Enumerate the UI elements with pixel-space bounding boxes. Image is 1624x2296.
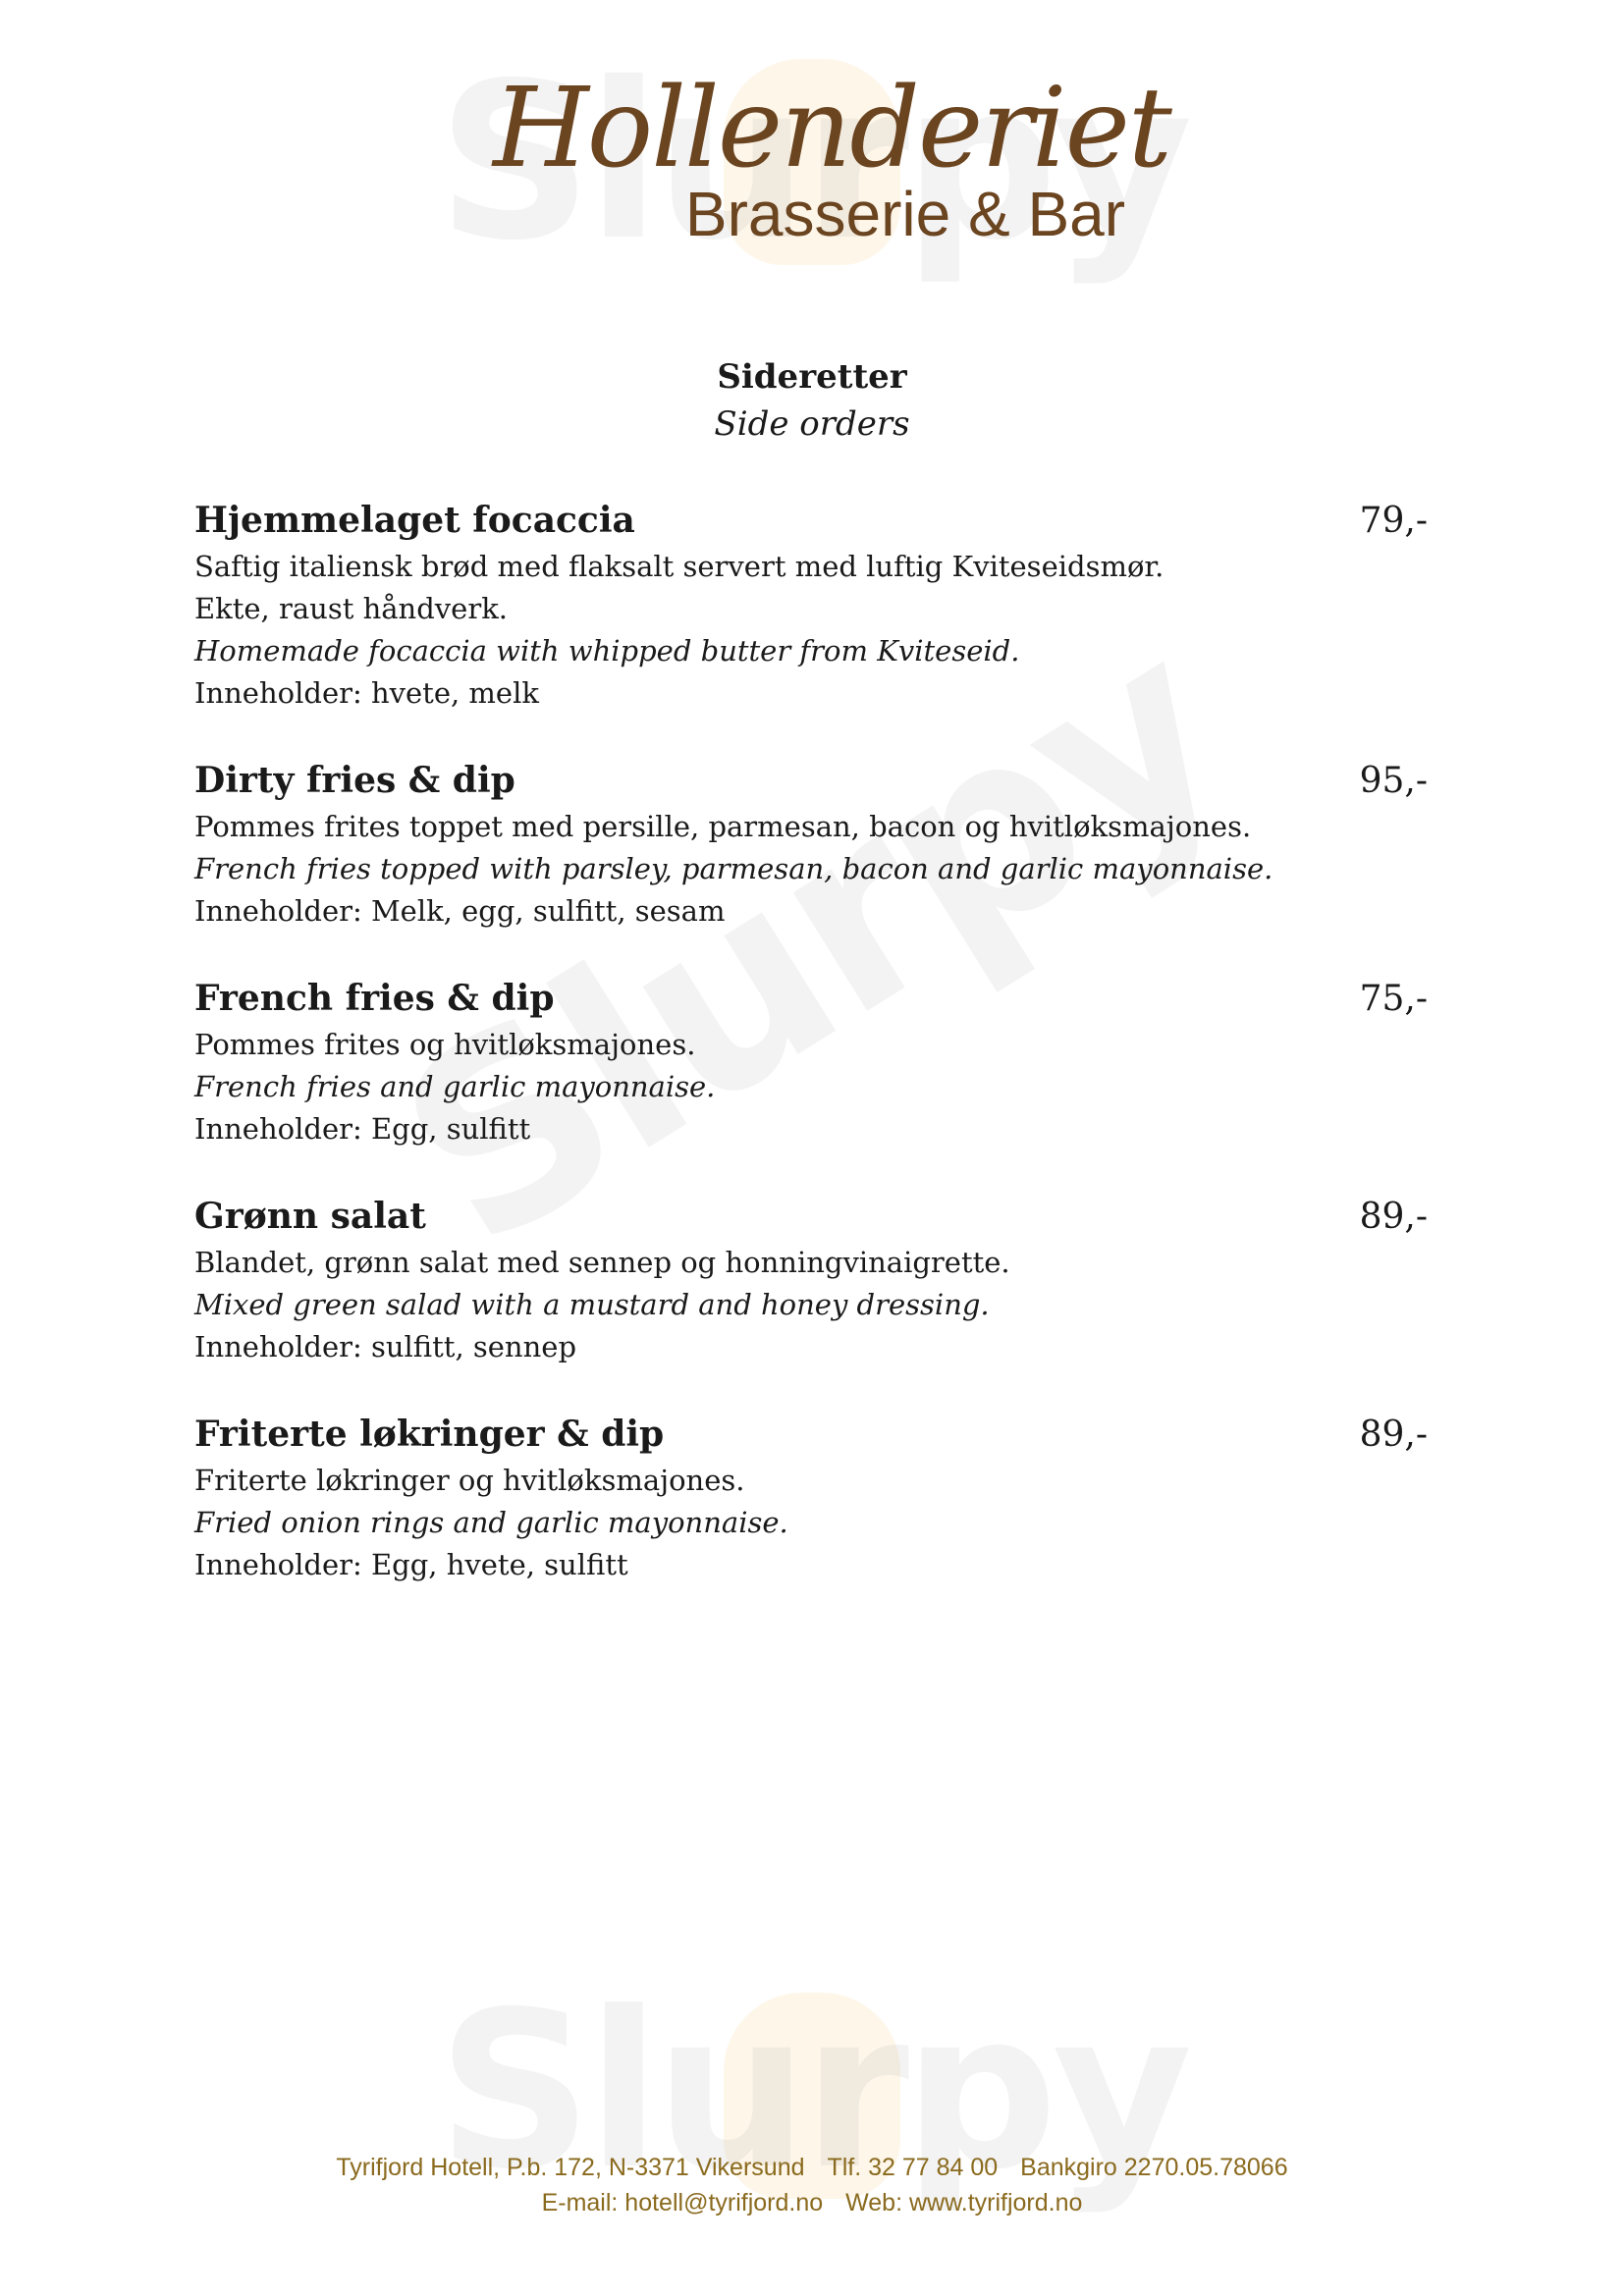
item-description: Saftig italiensk brød med flaksalt servert med luftig Kviteseidsmør.	[194, 550, 1164, 583]
item-price: 95,-	[1359, 761, 1428, 801]
item-price: 79,-	[1359, 501, 1428, 541]
logo-script-text: Hollenderiet	[493, 65, 1170, 192]
item-description-english: French fries and garlic mayonnaise.	[194, 1070, 716, 1103]
footer-email[interactable]: E-mail: hotell@tyrifjord.no	[541, 2189, 824, 2216]
item-description-english: Fried onion rings and garlic mayonnaise.	[194, 1506, 788, 1539]
item-name: Hjemmelaget focaccia	[194, 500, 635, 541]
item-price: 89,-	[1359, 1415, 1428, 1455]
footer-web-line	[0, 2185, 1624, 2220]
menu-item	[194, 974, 1428, 1150]
menu-item	[194, 496, 1428, 715]
hotel-footer	[0, 2150, 1624, 2220]
item-description: Pommes frites toppet med persille, parmesan, bacon og hvitløksmajones.	[194, 810, 1252, 843]
item-price: 75,-	[1359, 979, 1428, 1019]
menu-item	[194, 1410, 1428, 1586]
menu-subtitle: Side orders	[714, 404, 910, 444]
logo-subtitle: Brasserie & Bar	[684, 179, 1126, 250]
item-name: Dirty fries & dip	[194, 760, 515, 801]
item-description: Blandet, grønn salat med sennep og honningvinaigrette.	[194, 1246, 1010, 1279]
item-name: Grønn salat	[194, 1196, 426, 1237]
item-allergens: Inneholder: Egg, hvete, sulfitt	[194, 1548, 628, 1581]
item-description-english: French fries topped with parsley, parmesan, bacon and garlic mayonnaise.	[194, 852, 1273, 885]
restaurant-logo	[0, 65, 1624, 250]
item-description: Pommes frites og hvitløksmajones.	[194, 1028, 696, 1061]
item-description-english: Homemade focaccia with whipped butter from Kviteseid.	[194, 634, 1020, 667]
menu-heading	[0, 353, 1624, 448]
footer-address: Tyrifjord Hotell, P.b. 172, N-3371 Vikersund	[336, 2154, 805, 2181]
item-allergens: Inneholder: hvete, melk	[194, 676, 539, 710]
item-description: Friterte løkringer og hvitløksmajones.	[194, 1464, 745, 1497]
item-price: 89,-	[1359, 1197, 1428, 1237]
menu-item	[194, 1192, 1428, 1368]
item-name: French fries & dip	[194, 978, 555, 1019]
footer-phone: Tlf. 32 77 84 00	[827, 2154, 999, 2181]
menu-item	[194, 756, 1428, 933]
menu-list	[194, 496, 1428, 1628]
item-description-english: Mixed green salad with a mustard and honey dressing.	[194, 1288, 990, 1321]
item-allergens: Inneholder: Melk, egg, sulfitt, sesam	[194, 894, 726, 928]
item-description: Ekte, raust håndverk.	[194, 592, 508, 625]
footer-bankgiro: Bankgiro 2270.05.78066	[1020, 2154, 1288, 2181]
footer-contact-line	[0, 2150, 1624, 2185]
item-allergens: Inneholder: sulfitt, sennep	[194, 1330, 577, 1363]
item-allergens: Inneholder: Egg, sulfitt	[194, 1112, 531, 1146]
item-name: Friterte løkringer & dip	[194, 1414, 665, 1455]
footer-web[interactable]: Web: www.tyrifjord.no	[845, 2189, 1083, 2216]
menu-title: Sideretter	[717, 357, 907, 397]
